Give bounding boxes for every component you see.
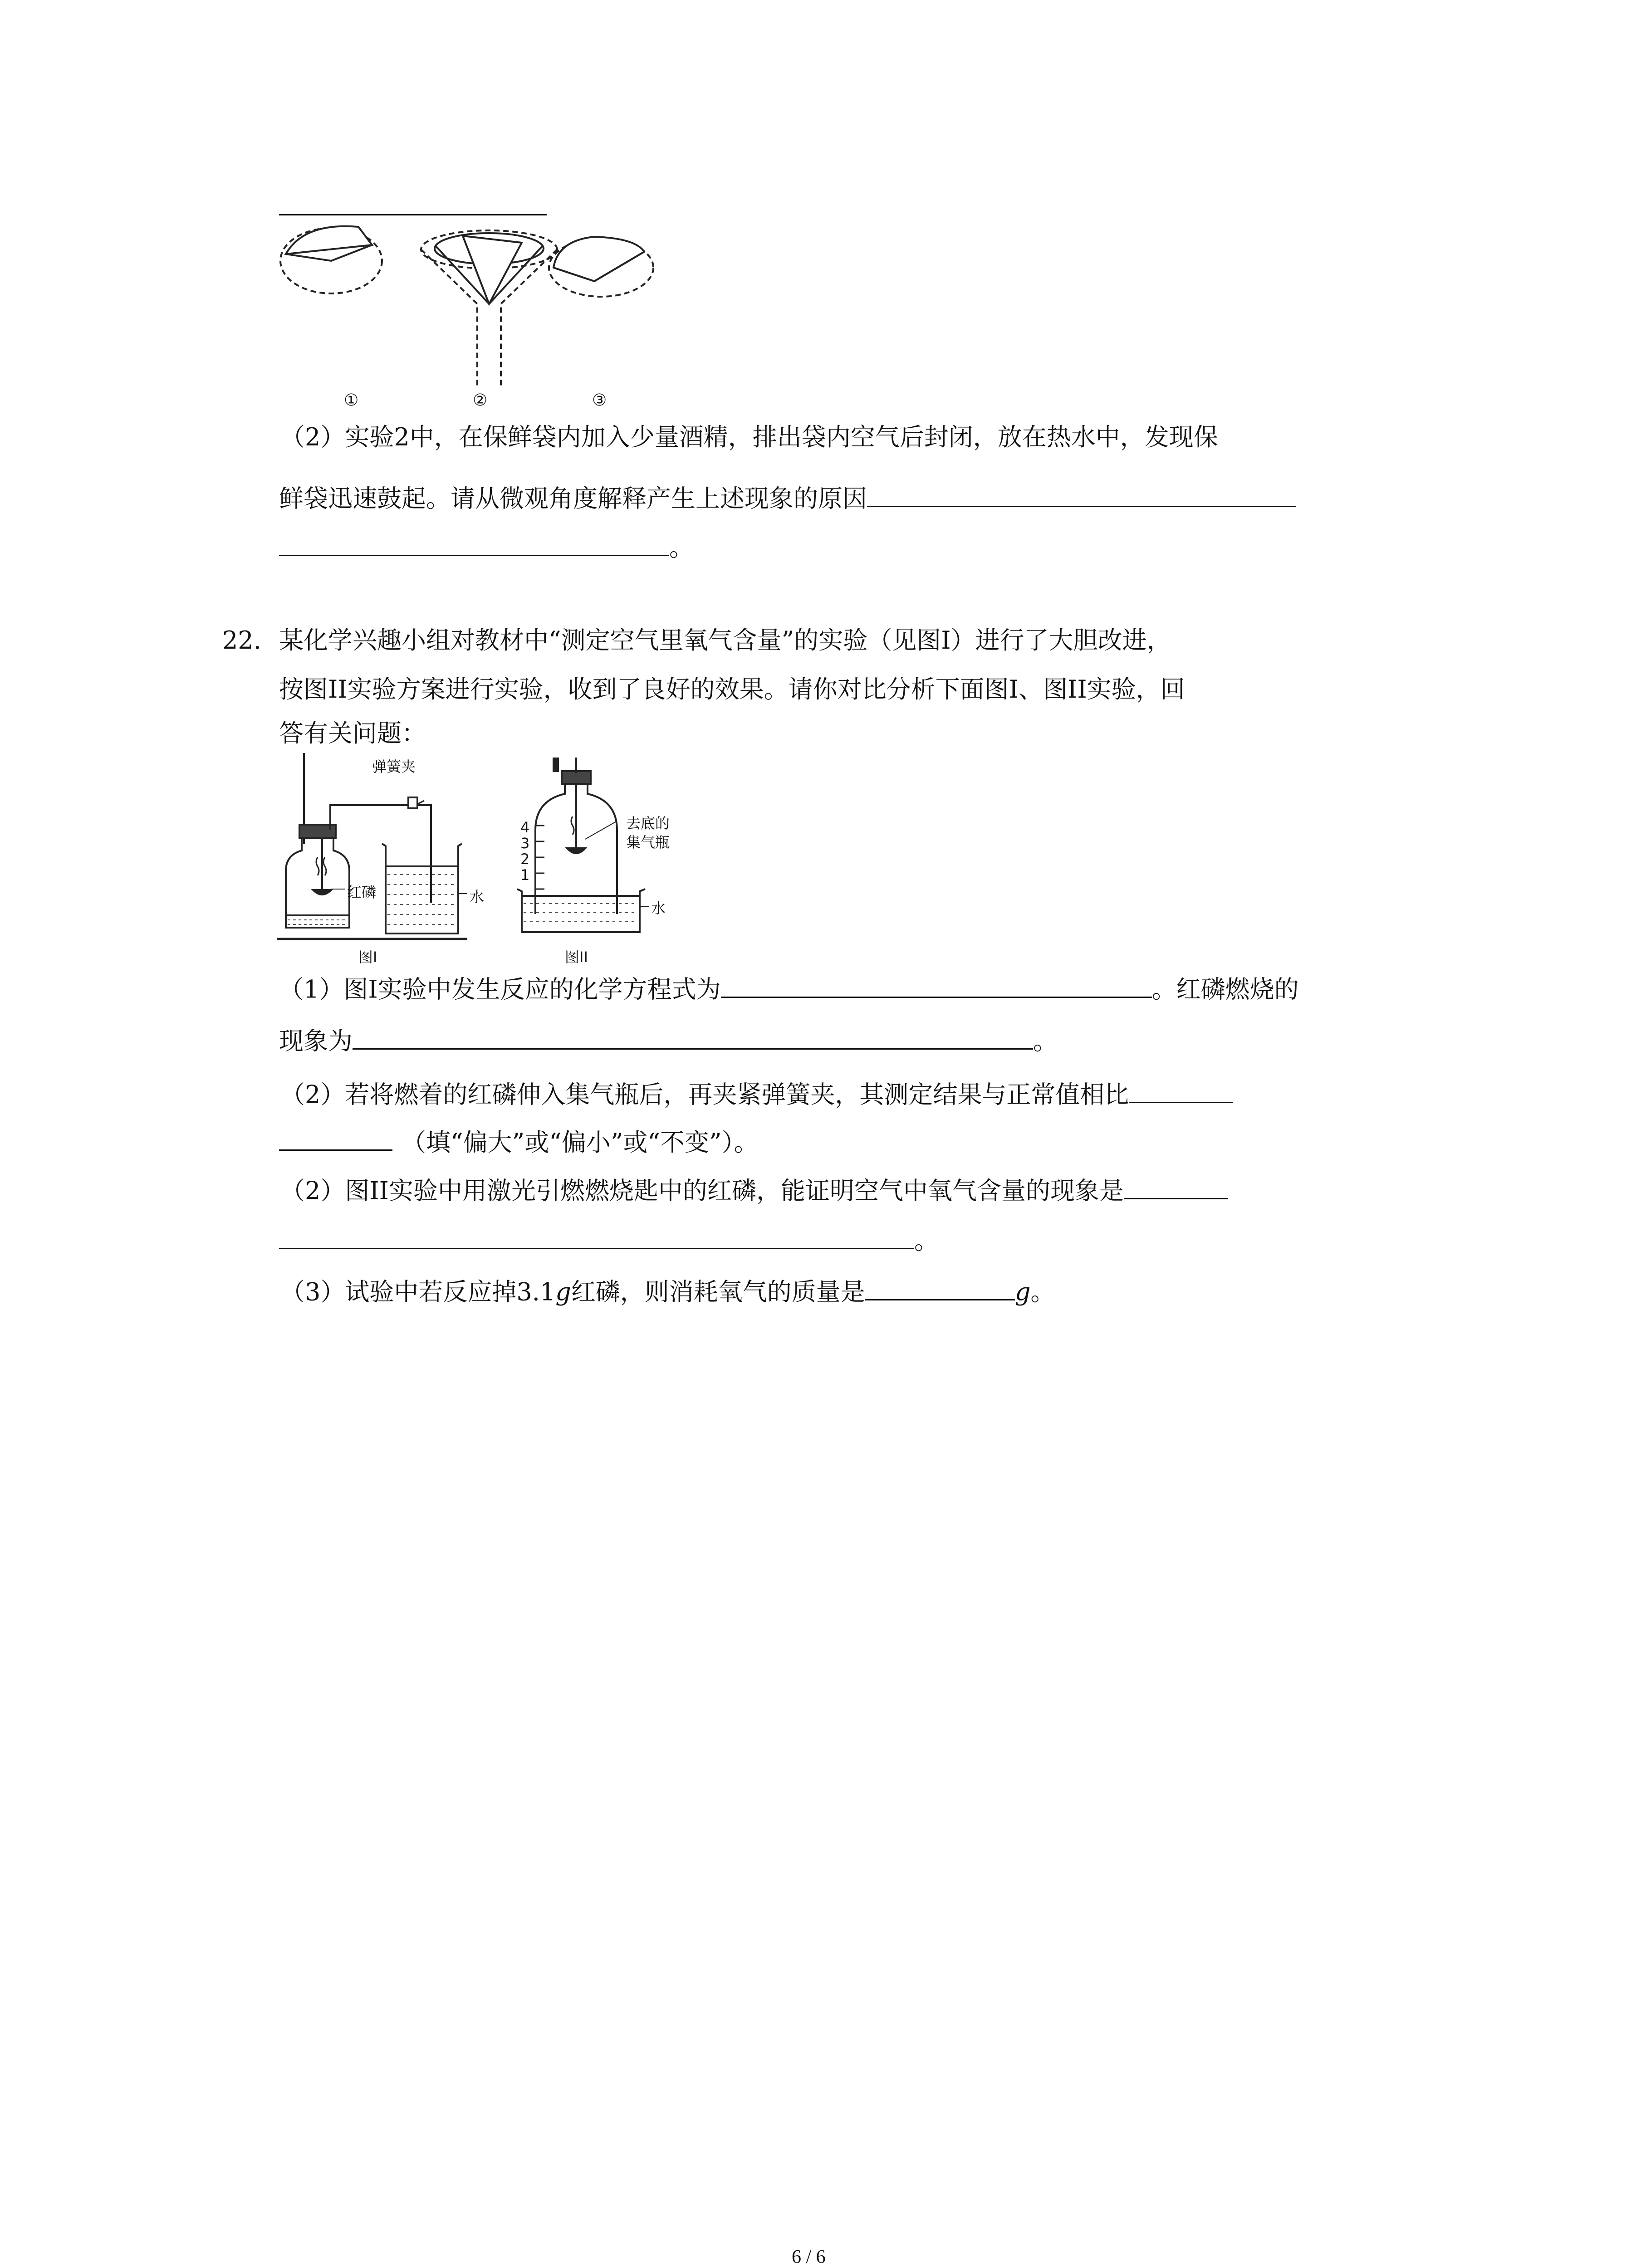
step-label-3: ③ <box>592 391 607 410</box>
q22-part2b-end: 。 <box>914 1226 939 1255</box>
page-number: 6 / 6 <box>792 2247 826 2268</box>
q22-phenomenon-blank[interactable] <box>353 1026 1033 1050</box>
q22-part2a-text: （2）若将燃着的红磷伸入集气瓶后，再夹紧弹簧夹，其测定结果与正常值相比 <box>280 1080 1129 1109</box>
q22-part1-text-a: （1）图I实验中发生反应的化学方程式为 <box>279 975 721 1004</box>
apparatus-figure-1 <box>277 753 490 943</box>
q22-stem-line2: 按图II实验方案进行实验，收到了良好的效果。请你对比分析下面图I、图II实验，回 <box>279 675 1185 704</box>
fold-step-1 <box>280 226 382 293</box>
q22-part3-unit-1: g <box>555 1277 571 1306</box>
q22-oxygen-mass-blank[interactable] <box>865 1277 1015 1300</box>
q22-part1-line2 <box>279 1026 1058 1054</box>
q22-part1-text-b: 。红磷燃烧的 <box>1151 975 1299 1004</box>
q22-part2a-blank-1[interactable] <box>1129 1080 1233 1103</box>
q22-equation-blank[interactable] <box>721 974 1152 998</box>
q22-part3-text-b: 红磷，则消耗氧气的质量是 <box>571 1277 865 1306</box>
step-label-1: ① <box>344 391 359 410</box>
q21-part2-line1: （2）实验2中，在保鲜袋内加入少量酒精，排出袋内空气后封闭，放在热水中，发现保 <box>280 423 1218 451</box>
label-bottle-line1: 去底的 <box>626 815 670 832</box>
q22-stem-line1: 某化学兴趣小组对教材中“测定空气里氧气含量”的实验（见图I）进行了大胆改进， <box>279 626 1171 655</box>
q22-part3-text-a: （3）试验中若反应掉3.1 <box>280 1277 556 1306</box>
q22-part2b-blank-2[interactable] <box>279 1226 914 1249</box>
q22-part2a-hint: （填“偏大”或“偏小”或“不变”）。 <box>402 1128 759 1157</box>
q21-end-mark: 。 <box>669 533 694 562</box>
q22-part1-line2-end: 。 <box>1033 1026 1058 1056</box>
q22-stem-line3: 答有关问题： <box>279 719 426 748</box>
q22-part2a-line1 <box>280 1080 1233 1107</box>
figure-1-caption: 图I <box>358 948 377 966</box>
q22-part2b-blank-1[interactable] <box>1124 1176 1228 1199</box>
label-water-2: 水 <box>651 899 666 917</box>
q22-part2a-blank-2[interactable] <box>279 1127 392 1151</box>
label-bottle-line2: 集气瓶 <box>626 834 670 851</box>
scale-mark-3: 3 <box>520 835 530 852</box>
q22-part2b-line2 <box>279 1226 939 1253</box>
fold-step-3 <box>549 237 653 297</box>
scale-mark-4: 4 <box>520 819 530 836</box>
top-answer-line <box>279 214 547 215</box>
figure-2-caption: 图II <box>565 948 588 966</box>
q21-part2-line3 <box>279 533 694 560</box>
fold-step-2 <box>421 230 557 386</box>
q21-answer-blank-1[interactable] <box>867 484 1296 507</box>
q22-part2b-text: （2）图II实验中用激光引燃燃烧匙中的红磷，能证明空气中氧气含量的现象是 <box>280 1176 1124 1205</box>
label-red-phosphorus-1: 红磷 <box>347 884 377 901</box>
q22-part1-line1 <box>279 974 1299 1002</box>
q22-part3-unit-2: g <box>1014 1277 1031 1306</box>
step-label-2: ② <box>473 391 488 410</box>
label-water-1: 水 <box>470 888 485 905</box>
q22-part3-end: 。 <box>1030 1277 1055 1306</box>
q21-part2-line2 <box>279 484 1296 511</box>
q21-answer-blank-2[interactable] <box>279 533 669 556</box>
q22-number: 22. <box>222 626 261 655</box>
scale-mark-1: 1 <box>520 866 530 884</box>
q22-part3-line <box>280 1277 1055 1305</box>
q22-part1-line2-text: 现象为 <box>279 1026 353 1056</box>
q22-part2b-line1 <box>280 1176 1228 1203</box>
q22-part2a-line2 <box>279 1127 759 1155</box>
q21-part2-line2-text: 鲜袋迅速鼓起。请从微观角度解释产生上述现象的原因 <box>279 484 867 513</box>
filter-paper-figure <box>277 218 667 417</box>
label-spring-clamp: 弹簧夹 <box>372 758 416 775</box>
apparatus-figure-2 <box>517 758 699 943</box>
scale-mark-2: 2 <box>520 850 530 868</box>
